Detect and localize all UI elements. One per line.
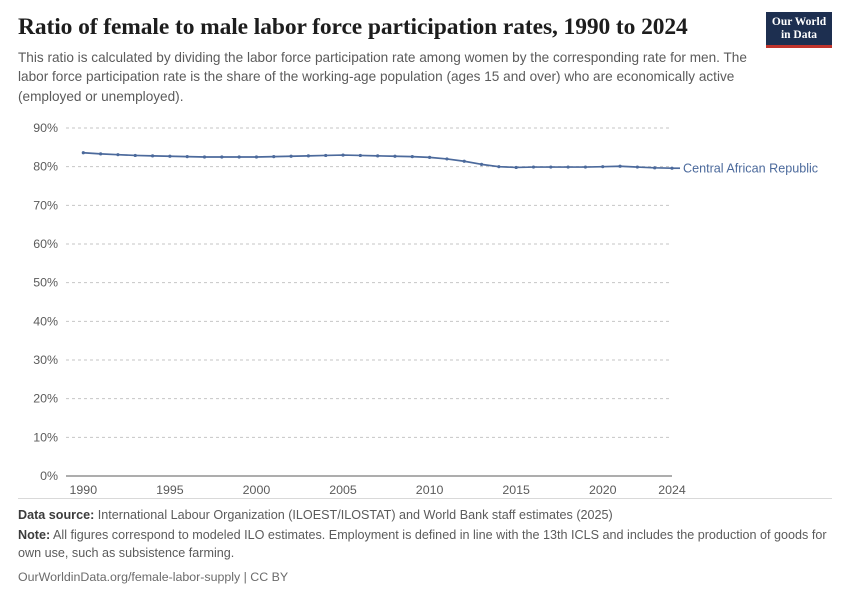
data-point[interactable] <box>618 165 621 168</box>
data-point[interactable] <box>220 155 223 158</box>
data-point[interactable] <box>203 155 206 158</box>
page-title: Ratio of female to male labor force participation rates, 1990 to 2024 <box>18 14 688 40</box>
data-point[interactable] <box>255 155 258 158</box>
y-axis-tick-label: 60% <box>33 236 58 251</box>
y-axis-tick-label: 40% <box>33 314 58 329</box>
y-axis-tick-label: 50% <box>33 275 58 290</box>
data-point[interactable] <box>532 165 535 168</box>
data-point[interactable] <box>116 153 119 156</box>
owid-logo-line2: in Data <box>780 28 818 41</box>
owid-logo-line1: Our World <box>771 16 827 28</box>
data-point[interactable] <box>463 160 466 163</box>
chart-footer <box>18 498 832 586</box>
data-point[interactable] <box>445 157 448 160</box>
data-source-line <box>18 507 832 524</box>
data-point[interactable] <box>653 166 656 169</box>
series-label[interactable]: Central African Republic <box>683 161 819 176</box>
line-chart[interactable] <box>18 120 832 506</box>
data-point[interactable] <box>480 163 483 166</box>
data-point[interactable] <box>428 156 431 159</box>
chart-header <box>18 14 832 106</box>
note-line <box>18 527 832 562</box>
data-point[interactable] <box>151 154 154 157</box>
chart-subtitle: This ratio is calculated by dividing the labor force participation rate among women by the corresponding rate for men. The labor force participation rate is the share of the working-age population (ages 15 and over) who are economically active (employed or unemployed). <box>18 50 747 104</box>
x-axis-tick-label: 2024 <box>658 482 686 497</box>
chart-area[interactable] <box>18 120 832 506</box>
data-point[interactable] <box>359 154 362 157</box>
x-axis-tick-label: 2000 <box>242 482 271 497</box>
data-point[interactable] <box>393 155 396 158</box>
data-point[interactable] <box>168 155 171 158</box>
x-axis-tick-label: 2015 <box>502 482 530 497</box>
x-axis-tick-label: 1990 <box>69 482 98 497</box>
data-point[interactable] <box>307 154 310 157</box>
y-axis-tick-label: 80% <box>33 159 58 174</box>
x-axis-tick-label: 2005 <box>329 482 357 497</box>
footer-divider <box>18 498 832 499</box>
y-axis-tick-label: 90% <box>33 120 58 135</box>
y-axis-tick-label: 0% <box>40 468 58 483</box>
data-point[interactable] <box>497 165 500 168</box>
data-point[interactable] <box>82 151 85 154</box>
y-axis-tick-label: 30% <box>33 352 58 367</box>
data-source-label: Data source: <box>18 507 95 522</box>
x-axis-tick-label: 1995 <box>156 482 184 497</box>
data-point[interactable] <box>515 166 518 169</box>
data-point[interactable] <box>324 154 327 157</box>
data-point[interactable] <box>376 154 379 157</box>
owid-link[interactable]: OurWorldinData.org/female-labor-supply | CC BY <box>18 569 289 584</box>
x-axis-tick-label: 2020 <box>588 482 617 497</box>
y-axis-tick-label: 70% <box>33 198 58 213</box>
data-point[interactable] <box>549 165 552 168</box>
data-point[interactable] <box>99 152 102 155</box>
data-point[interactable] <box>186 155 189 158</box>
data-point[interactable] <box>567 165 570 168</box>
x-axis-tick-label: 2010 <box>415 482 444 497</box>
data-source-text: International Labour Organization (ILOEST/ILOSTAT) and World Bank staff estimates (2025) <box>97 507 613 522</box>
data-point[interactable] <box>134 154 137 157</box>
data-point[interactable] <box>272 155 275 158</box>
y-axis-tick-label: 10% <box>33 430 58 445</box>
data-point[interactable] <box>584 165 587 168</box>
note-text: All figures correspond to modeled ILO estimates. Employment is defined in line with the 13th ICLS and includes the production of goods for own use, such as subsistence farming. <box>18 528 827 560</box>
data-point[interactable] <box>238 155 241 158</box>
data-point[interactable] <box>636 165 639 168</box>
y-axis-tick-label: 20% <box>33 391 58 406</box>
data-point[interactable] <box>411 155 414 158</box>
data-point[interactable] <box>601 165 604 168</box>
data-point[interactable] <box>289 155 292 158</box>
owid-logo[interactable] <box>766 12 832 48</box>
note-label: Note: <box>18 528 51 543</box>
data-point[interactable] <box>341 153 344 156</box>
